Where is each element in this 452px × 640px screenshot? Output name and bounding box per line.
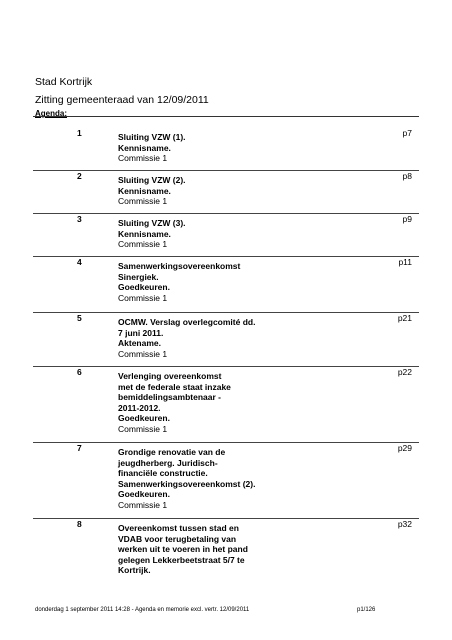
agenda-item [33, 519, 419, 589]
agenda-item-body [118, 171, 298, 207]
agenda-item-commission: Commissie 1 [118, 153, 168, 163]
agenda-item-page-ref: p7 [402, 128, 412, 138]
agenda-item-line: Samenwerkingsovereenkomst (2). [118, 478, 256, 489]
agenda-item-line: Goedkeuren. [118, 413, 170, 423]
agenda-item-page-ref: p22 [397, 367, 412, 377]
agenda-item-number: 5 [77, 313, 82, 323]
agenda-item-page-ref: p11 [398, 257, 412, 267]
agenda-item-line: 2011-2012. [118, 402, 161, 413]
agenda-item-page-ref: p8 [402, 171, 412, 181]
agenda-item-number: 3 [77, 214, 82, 224]
agenda-item-line: Kennisname. [118, 185, 171, 196]
agenda-item-number: 1 [77, 128, 82, 138]
agenda-item-line: Kortrijk. [118, 565, 151, 575]
agenda-item [33, 443, 419, 519]
agenda-item-commission: Commissie 1 [118, 292, 168, 303]
agenda-item [33, 171, 419, 214]
header-session: Zitting gemeenteraad van 12/09/2011 [35, 94, 209, 106]
header-city: Stad Kortrijk [35, 76, 93, 88]
agenda-item [33, 313, 419, 367]
agenda-item-line: 7 juni 2011. [118, 327, 164, 338]
agenda-item-commission: Commissie 1 [118, 423, 168, 434]
agenda-item [33, 214, 419, 257]
footer-text: donderdag 1 september 2011 14:28 - Agenda en memorie excl. vertr. 12/09/2011 [35, 607, 250, 613]
agenda-item-commission: Commissie 1 [118, 499, 168, 510]
header-divider [33, 116, 419, 117]
agenda-item-line: Goedkeuren. [118, 282, 170, 292]
agenda-item-page-ref: p9 [402, 214, 412, 224]
agenda-item-line: OCMW. Verslag overlegcomité dd. [118, 317, 256, 327]
agenda-item-line: Goedkeuren. [118, 489, 170, 499]
agenda-item-line: Verlenging overeenkomst [118, 371, 222, 381]
agenda-item-page-ref: p29 [397, 443, 412, 453]
agenda-label: Agenda: [35, 109, 67, 118]
agenda-item-line: Aktename. [118, 338, 161, 348]
agenda-item-commission: Commissie 1 [118, 239, 168, 249]
agenda-item-line: jeugdherberg. Juridisch- [118, 457, 218, 468]
agenda-item-line: VDAB voor terugbetaling van [118, 533, 237, 544]
agenda-item-number: 7 [77, 443, 82, 453]
agenda-item-commission: Commissie 1 [118, 348, 168, 359]
agenda-item-line: Grondige renovatie van de [118, 447, 226, 457]
agenda-item-line: werken uit te voeren in het pand [118, 544, 248, 554]
agenda-item-line: Kennisname. [118, 228, 171, 239]
agenda-item-number: 6 [77, 367, 82, 377]
agenda-item [33, 367, 419, 443]
agenda-item-line: Sluiting VZW (3). [118, 218, 186, 228]
agenda-item [33, 257, 419, 313]
agenda-item-body [118, 128, 298, 164]
agenda-item-number: 2 [77, 171, 82, 181]
agenda-item-body [118, 313, 298, 359]
agenda-item-body [118, 519, 298, 576]
agenda-item-body [118, 214, 298, 250]
agenda-item-line: Sluiting VZW (1). [118, 132, 186, 142]
agenda-item-line: gelegen Lekkerbeetstraat 5/7 te [118, 554, 245, 565]
agenda-item-line: bemiddelingsambtenaar - [118, 392, 221, 402]
agenda-item-line: met de federale staat inzake [118, 381, 231, 392]
agenda-item-commission: Commissie 1 [118, 196, 168, 206]
agenda-item-line: Sluiting VZW (2). [118, 175, 186, 185]
agenda-item-page-ref: p21 [397, 313, 412, 323]
agenda-item [33, 128, 419, 171]
agenda-item-line: financiële constructie. [118, 468, 208, 478]
agenda-list [33, 128, 419, 589]
agenda-item-line: Samenwerkingsovereenkomst [118, 261, 241, 271]
agenda-item-line: Sinergiek. [118, 271, 159, 282]
agenda-item-line: Kennisname. [118, 142, 171, 153]
agenda-item-number: 4 [77, 257, 82, 267]
agenda-item-body [118, 443, 298, 510]
footer-page-number: p1/126 [357, 607, 376, 613]
agenda-item-body [118, 257, 298, 303]
agenda-item-page-ref: p32 [397, 519, 412, 529]
agenda-item-line: Overeenkomst tussen stad en [118, 523, 239, 533]
agenda-item-number: 8 [77, 519, 82, 529]
agenda-item-body [118, 367, 298, 434]
